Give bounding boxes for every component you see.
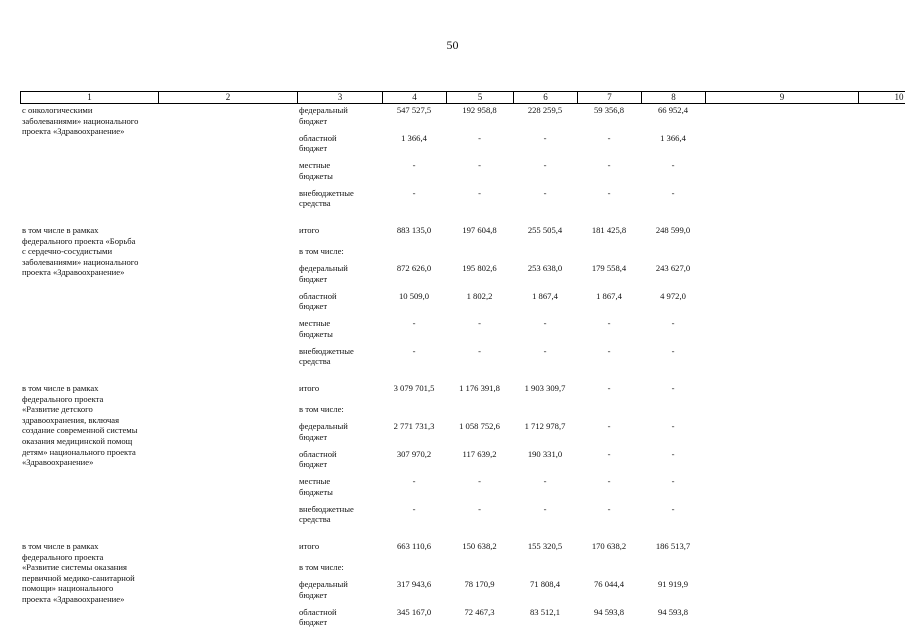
amount-cell: -: [607, 383, 611, 393]
funding-source: итого: [299, 541, 320, 551]
funding-source: областной бюджет: [299, 448, 337, 470]
funding-source: областной бюджет: [299, 132, 337, 154]
funding-source: федеральный бюджет: [299, 579, 348, 600]
funding-source: в том числе:: [299, 246, 344, 256]
row-description: в том числе в рамках федерального проекта «Развитие системы оказания первичной медико-санитарной помощи» национального проекта «Здравоохранение»: [22, 541, 135, 604]
amount-cell: 197 604,8: [462, 225, 497, 235]
amount-cell: 547 527,5: [396, 105, 432, 115]
amount-cell: 872 626,0: [396, 263, 432, 273]
amount-cell: 4 972,0: [660, 290, 686, 301]
amount-cell: -: [671, 160, 675, 170]
amount-cell: 192 958,8: [462, 105, 497, 115]
column-header: 1: [20, 91, 158, 104]
amount-cell: 66 952,4: [657, 105, 689, 115]
column-header: 2: [158, 91, 297, 104]
amount-cell: 94 593,8: [593, 606, 625, 617]
amount-cell: 307 970,2: [396, 448, 432, 459]
amount-cell: -: [543, 476, 547, 486]
funding-source: федеральный бюджет: [299, 105, 348, 126]
amount-cell: 345 167,0: [396, 606, 432, 617]
funding-source: внебюджетные средства: [299, 345, 354, 367]
amount-cell: -: [412, 345, 416, 356]
amount-cell: 10 509,0: [398, 290, 430, 301]
amount-cell: 663 110,6: [396, 541, 432, 551]
amount-cell: -: [412, 476, 416, 486]
page-number: 50: [446, 38, 459, 52]
amount-cell: 94 593,8: [657, 606, 689, 617]
group-spacer: [20, 214, 905, 224]
amount-cell: 1 903 309,7: [524, 383, 566, 393]
amount-cell: -: [478, 132, 481, 143]
amount-cell: -: [607, 160, 611, 170]
amount-cell: 317 943,6: [396, 579, 432, 589]
amount-cell: [513, 403, 577, 420]
amount-cell: [446, 403, 513, 420]
amount-cell: 253 638,0: [527, 263, 563, 273]
amount-cell: 1 867,4: [532, 290, 558, 301]
amount-cell: -: [607, 421, 611, 431]
amount-cell: 248 599,0: [655, 225, 691, 235]
amount-cell: 117 639,2: [462, 448, 497, 459]
amount-cell: 195 802,6: [462, 263, 497, 273]
amount-cell: 255 505,4: [527, 225, 563, 235]
amount-cell: -: [478, 318, 481, 328]
amount-cell: [446, 561, 513, 578]
amount-cell: 78 170,9: [464, 579, 495, 589]
amount-cell: 1 176 391,8: [459, 383, 500, 393]
amount-cell: -: [543, 187, 547, 198]
amount-cell: -: [607, 132, 611, 143]
amount-cell: 155 320,5: [527, 541, 563, 551]
amount-cell: [641, 561, 705, 578]
amount-cell: 1 366,4: [401, 132, 427, 143]
amount-cell: 186 513,7: [655, 541, 691, 551]
amount-cell: 2 771 731,3: [393, 421, 435, 431]
amount-cell: [382, 403, 446, 420]
amount-cell: -: [543, 160, 547, 170]
amount-cell: -: [671, 318, 675, 328]
amount-cell: -: [671, 503, 675, 514]
column-header: 9: [705, 91, 858, 104]
amount-cell: [513, 245, 577, 262]
amount-cell: 179 558,4: [591, 263, 627, 273]
amount-cell: -: [671, 421, 675, 431]
funding-source: итого: [299, 383, 320, 393]
amount-cell: [382, 245, 446, 262]
amount-cell: [577, 403, 641, 420]
amount-cell: 170 638,2: [591, 541, 627, 551]
amount-cell: 72 467,3: [464, 606, 495, 617]
funding-source: федеральный бюджет: [299, 421, 348, 442]
amount-cell: 181 425,8: [591, 225, 627, 235]
funding-source: областной бюджет: [299, 606, 337, 628]
amount-cell: -: [478, 345, 481, 356]
amount-cell: 83 512,1: [529, 606, 561, 617]
amount-cell: -: [543, 132, 547, 143]
amount-cell: -: [671, 448, 675, 459]
column-header: 10: [858, 91, 905, 104]
row-description: в том числе в рамках федерального проекта «Борьба с сердечно-сосудистыми заболеваниями» национального проекта «Здравоохранение»: [22, 225, 139, 278]
amount-cell: -: [671, 476, 675, 486]
amount-cell: -: [607, 476, 611, 486]
funding-source: в том числе:: [299, 404, 344, 414]
funding-source: внебюджетные средства: [299, 503, 354, 525]
amount-cell: 59 356,8: [593, 105, 625, 115]
amount-cell: -: [478, 160, 481, 170]
amount-cell: 883 135,0: [396, 225, 432, 235]
column-header: 7: [577, 91, 641, 104]
amount-cell: 1 867,4: [596, 290, 622, 301]
amount-cell: -: [607, 187, 611, 198]
amount-cell: 190 331,0: [527, 448, 563, 459]
amount-cell: [446, 245, 513, 262]
column-header: 5: [446, 91, 513, 104]
amount-cell: -: [671, 187, 675, 198]
amount-cell: -: [478, 187, 481, 198]
group-spacer: [20, 530, 905, 540]
amount-cell: 1 802,2: [466, 290, 493, 301]
amount-cell: -: [607, 318, 611, 328]
amount-cell: -: [671, 383, 675, 393]
column-header: 6: [513, 91, 577, 104]
amount-cell: -: [478, 503, 481, 514]
amount-cell: 228 259,5: [527, 105, 563, 115]
funding-source: областной бюджет: [299, 290, 337, 312]
funding-source: в том числе:: [299, 562, 344, 572]
amount-cell: -: [412, 318, 416, 328]
amount-cell: -: [543, 345, 547, 356]
amount-cell: 71 808,4: [529, 579, 561, 589]
column-header: 8: [641, 91, 705, 104]
amount-cell: -: [607, 345, 611, 356]
funding-source: местные бюджеты: [299, 318, 333, 339]
amount-cell: [641, 245, 705, 262]
amount-cell: 3 079 701,5: [393, 383, 435, 393]
amount-cell: -: [412, 187, 416, 198]
amount-cell: 1 366,4: [660, 132, 686, 143]
column-header: 3: [297, 91, 382, 104]
amount-cell: 150 638,2: [462, 541, 497, 551]
column-header: 4: [382, 91, 446, 104]
amount-cell: 76 044,4: [593, 579, 625, 589]
amount-cell: [577, 245, 641, 262]
amount-cell: -: [412, 160, 416, 170]
amount-cell: -: [543, 318, 547, 328]
amount-cell: -: [671, 345, 675, 356]
budget-table: [20, 91, 905, 633]
group-spacer: [20, 372, 905, 382]
amount-cell: 243 627,0: [655, 263, 691, 273]
funding-source: итого: [299, 225, 320, 235]
amount-cell: 91 919,9: [657, 579, 689, 589]
row-description: в том числе в рамках федерального проекта «Развитие детского здравоохранения, включая создание современной системы оказания медицинской помощ детям» национального проекта «Здравоохранение»: [22, 383, 138, 468]
amount-cell: [382, 561, 446, 578]
row-description: с онкологическими заболеваниями» национального проекта «Здравоохранение»: [22, 105, 139, 137]
funding-source: внебюджетные средства: [299, 187, 354, 209]
amount-cell: 1 712 978,7: [524, 421, 566, 431]
amount-cell: 1 058 752,6: [459, 421, 500, 431]
funding-source: федеральный бюджет: [299, 263, 348, 284]
amount-cell: -: [412, 503, 416, 514]
amount-cell: [513, 561, 577, 578]
amount-cell: [641, 403, 705, 420]
amount-cell: -: [607, 448, 611, 459]
amount-cell: -: [607, 503, 611, 514]
amount-cell: -: [543, 503, 547, 514]
funding-source: местные бюджеты: [299, 160, 333, 181]
amount-cell: -: [478, 476, 481, 486]
funding-source: местные бюджеты: [299, 476, 333, 497]
amount-cell: [577, 561, 641, 578]
